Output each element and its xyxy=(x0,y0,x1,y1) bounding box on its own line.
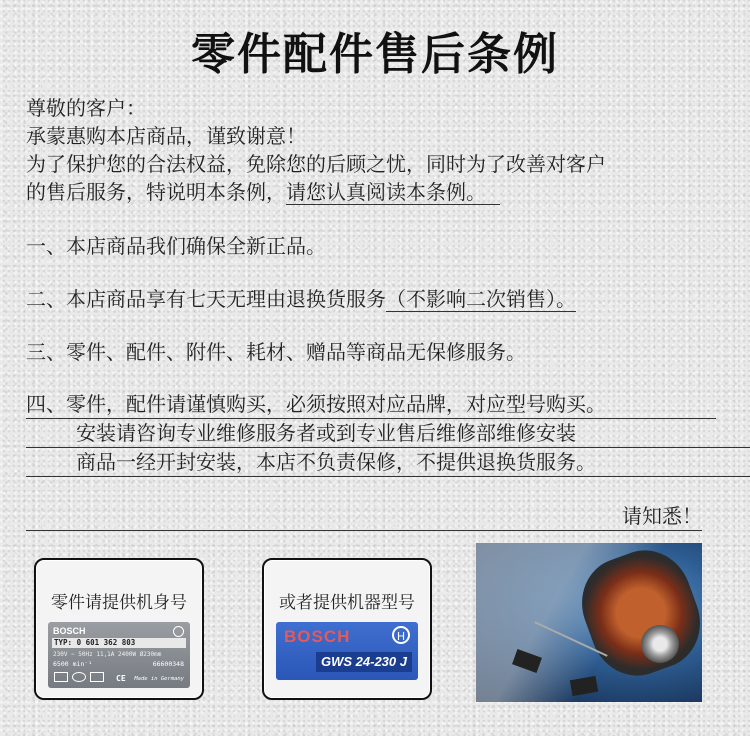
model-number-label: 或者提供机器型号 xyxy=(279,593,415,613)
bosch-armature-logo-icon: H xyxy=(392,626,410,644)
square-icon xyxy=(54,672,68,682)
nameplate-typ: TYP: 0 601 362 803 xyxy=(52,638,186,648)
clause-3: 三、零件、配件、附件、耗材、赠品等商品无保修服务。 xyxy=(26,340,526,364)
notice-text: 请知悉！ xyxy=(26,502,702,531)
oval-icon xyxy=(72,672,86,682)
nameplate-image xyxy=(48,622,190,688)
read-carefully-text: 请您认真阅读本条例。 xyxy=(286,180,500,205)
model-plate-brand: BOSCH xyxy=(284,627,351,646)
purpose-text: 的售后服务，特说明本条例， xyxy=(26,180,286,204)
commutator xyxy=(641,625,679,663)
clause-2-text: 二、本店商品享有七天无理由退换货服务 xyxy=(26,287,386,311)
intro-paragraph xyxy=(26,94,726,206)
purpose-line: 为了保护您的合法权益，免除您的后顾之忧，同时为了改善对客户 xyxy=(26,152,606,176)
bosch-logo-icon xyxy=(173,626,184,637)
nameplate-brand: BOSCH xyxy=(53,626,86,636)
certification-icons xyxy=(54,672,104,682)
nameplate-rpm: 6500 min⁻¹ xyxy=(53,660,93,668)
armature-photo xyxy=(476,543,702,702)
nameplate-code: 66600348 xyxy=(152,660,184,668)
clause-4-line-1: 四、零件，配件请谨慎购买，必须按照对应品牌，对应型号购买。 xyxy=(26,390,716,419)
clause-2 xyxy=(26,285,726,313)
purpose-line-2 xyxy=(26,178,726,206)
thanks-line: 承蒙惠购本店商品，谨致谢意！ xyxy=(26,124,306,148)
clause-2-note: （不影响二次销售）。 xyxy=(386,287,576,311)
nameplate-spec: 230V ~ 50Hz 11,1A 2400W Ø230mm xyxy=(53,651,162,658)
serial-number-card xyxy=(34,558,204,700)
ce-mark: CE xyxy=(116,674,126,683)
greeting: 尊敬的客户： xyxy=(26,96,146,120)
clause-1: 一、本店商品我们确保全新正品。 xyxy=(26,234,326,258)
rectangle-icon xyxy=(90,672,104,682)
model-number-card xyxy=(262,558,432,700)
serial-number-label: 零件请提供机身号 xyxy=(51,593,187,613)
clause-4 xyxy=(26,390,726,477)
clause-4-line-2: 安装请咨询专业维修服务者或到专业售后维修部维修安装 xyxy=(26,419,750,448)
clause-4-line-3: 商品一经开封安装，本店不负责保修，不提供退换货服务。 xyxy=(26,448,750,477)
made-in-label: Made in Germany xyxy=(134,676,184,682)
model-plate-model: GWS 24-230 J xyxy=(316,652,412,672)
model-plate-image xyxy=(276,622,418,680)
page-title: 零件配件售后条例 xyxy=(191,29,559,80)
